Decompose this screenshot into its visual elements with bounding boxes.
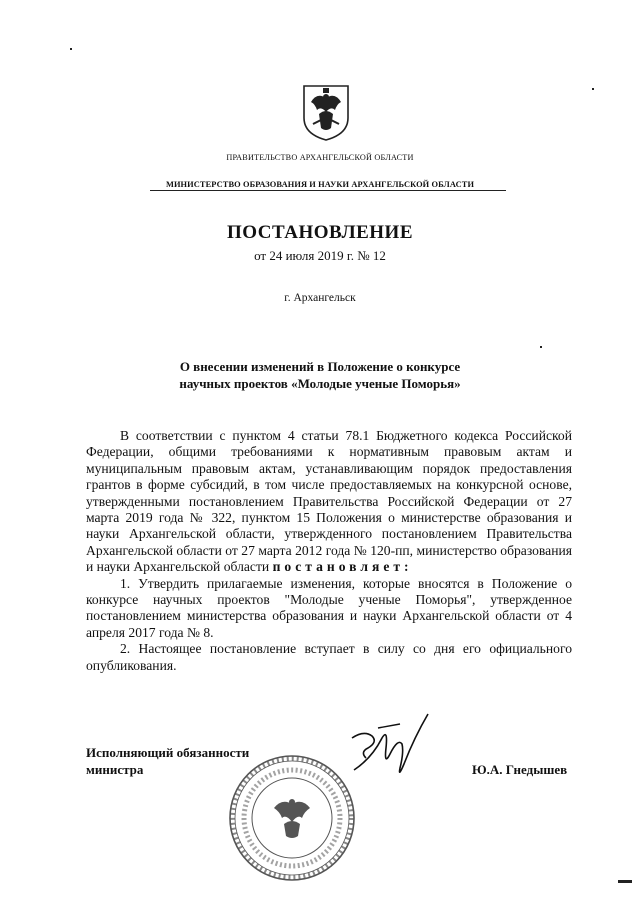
document-city: г. Архангельск xyxy=(284,292,356,304)
scan-dot xyxy=(592,88,594,90)
document-subject xyxy=(0,358,640,392)
preamble-text: В соответствии с пунктом 4 статьи 78.1 Бюджетного кодекса Российской Федерации, общими требованиями к нормативным правовым актам и муниципальным правовым актам, устанавливающим порядок предоставления грантов в форме субсидий, в том числе предоставляемых на конкурсной основе, утвержденными постановлением Правительства Российской Федерации от 27 марта 2019 года № 322, пунктом 15 Положения о министерстве образования и науки Архангельской области, утвержденного постановлением Правительства Архангельской области от 27 марта 2012 года № 120-пп, министерство образования и науки Архангельской области xyxy=(86,428,572,575)
decree-word: постановляет: xyxy=(272,559,413,575)
subject-line-2: научных проектов «Молодые ученые Поморья» xyxy=(179,376,461,391)
signatory-position xyxy=(86,744,249,778)
signature-icon xyxy=(342,708,442,788)
position-line-1: Исполняющий обязанности xyxy=(86,745,250,760)
header-divider xyxy=(150,190,506,191)
document-title: ПОСТАНОВЛЕНИЕ xyxy=(226,222,414,243)
government-name: ПРАВИТЕЛЬСТВО АРХАНГЕЛЬСКОЙ ОБЛАСТИ xyxy=(226,153,414,162)
official-seal-icon xyxy=(226,752,358,884)
document-body xyxy=(86,428,572,674)
preamble-paragraph xyxy=(86,428,572,576)
item-2: 2. Настоящее постановление вступает в силу со дня его официального опубликования. xyxy=(86,641,572,673)
position-line-2: министра xyxy=(86,762,144,777)
subject-line-1: О внесении изменений в Положение о конкурсе xyxy=(179,359,461,374)
scan-dot xyxy=(540,346,542,348)
document-date-number: от 24 июля 2019 г. № 12 xyxy=(254,248,386,263)
item-1: 1. Утвердить прилагаемые изменения, которые вносятся в Положение о конкурсе научных проектов "Молодые ученые Поморья", утвержденное постановлением министерства образования и науки Архангельской области от 4 апреля 2017 года № 8. xyxy=(86,575,572,640)
scan-dot xyxy=(70,48,72,50)
ministry-name: МИНИСТЕРСТВО ОБРАЗОВАНИЯ И НАУКИ АРХАНГЕЛЬСКОЙ ОБЛАСТИ xyxy=(165,180,475,189)
scan-mark xyxy=(618,880,632,883)
coat-of-arms-icon xyxy=(301,84,351,142)
signatory-name: Ю.А. Гнедышев xyxy=(472,762,568,777)
